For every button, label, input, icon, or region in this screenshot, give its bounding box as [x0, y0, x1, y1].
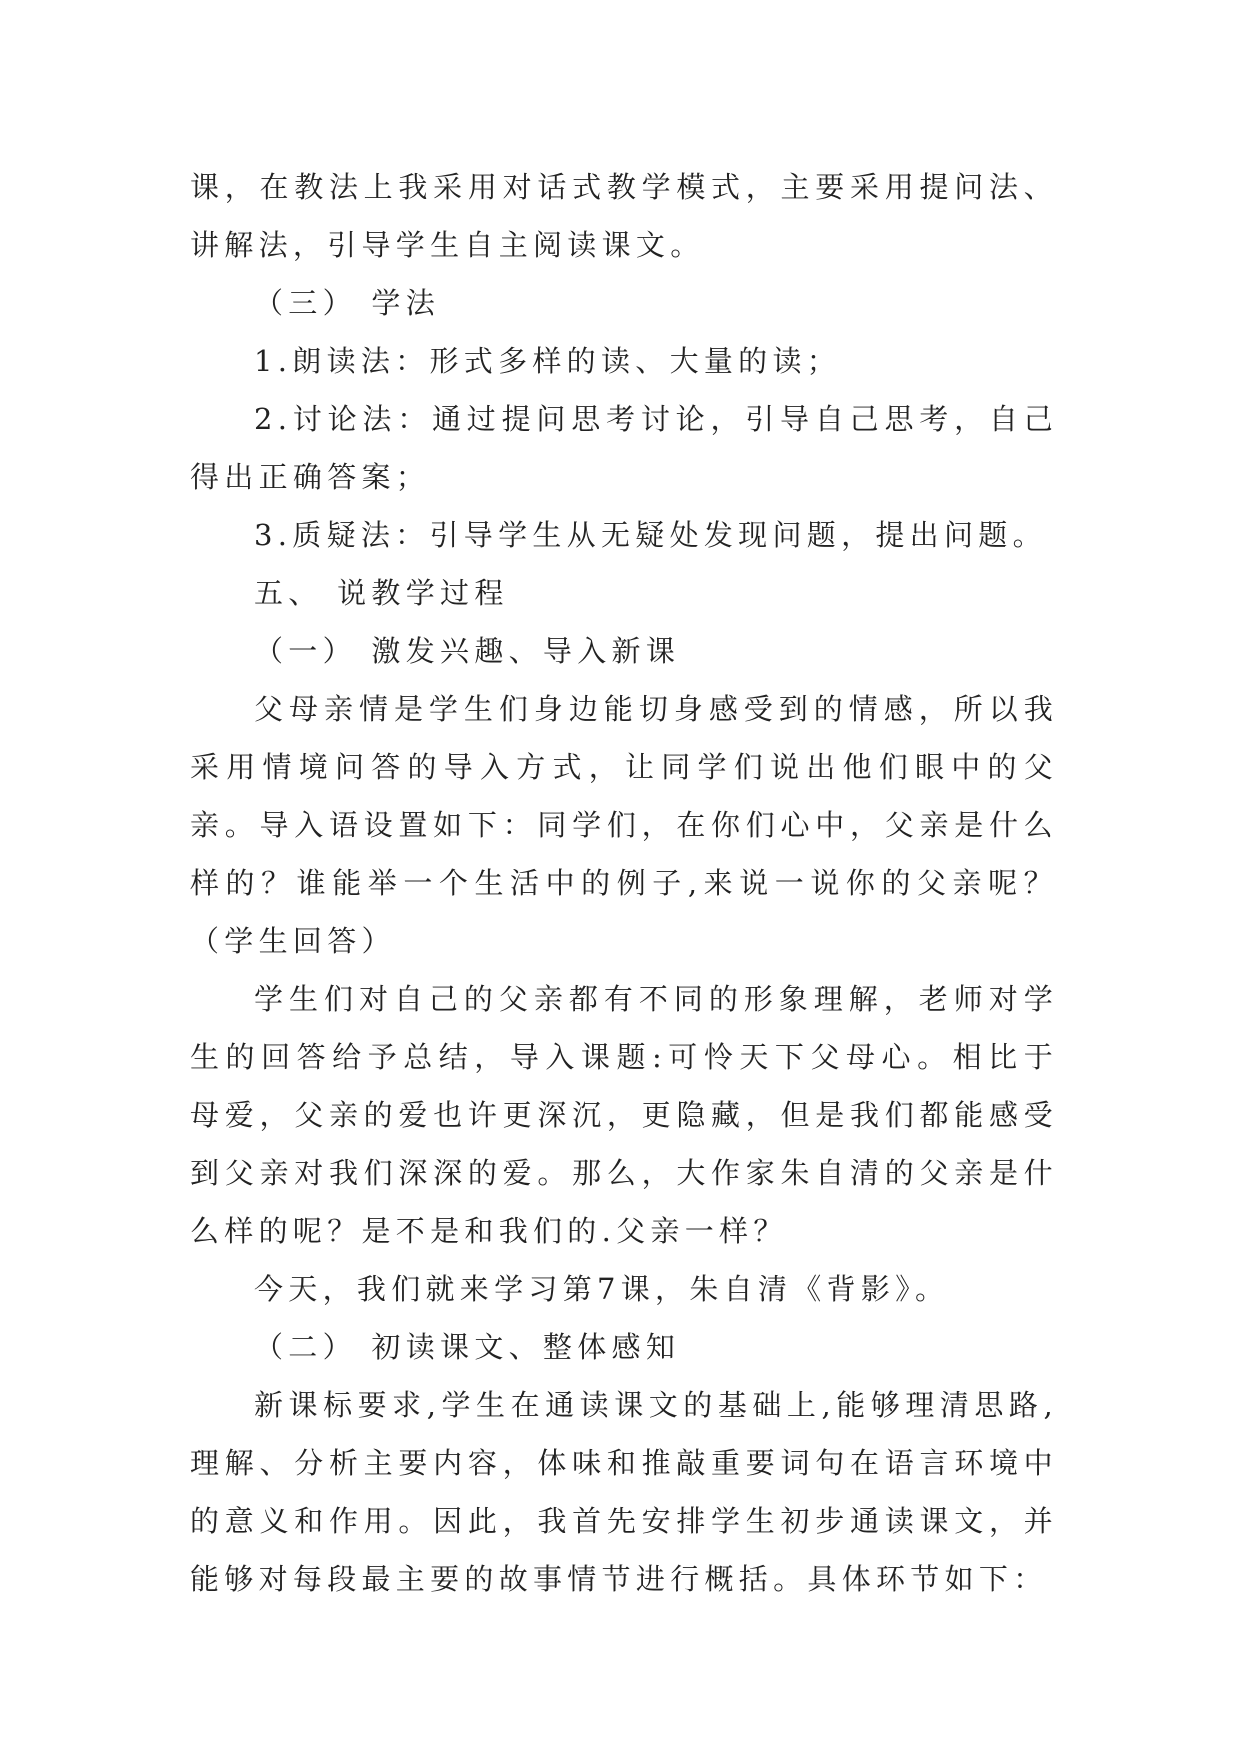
list-item-discussion-method: 2.讨论法：通过提问思考讨论，引导自己思考，自己得出正确答案；: [190, 402, 1058, 494]
section-heading-teaching-process: 五、 说教学过程: [254, 576, 509, 610]
subsection-heading-first-reading: （二） 初读课文、整体感知: [254, 1330, 681, 1364]
paragraph-lesson-title: 今天，我们就来学习第7课，朱自清《背影》。: [254, 1272, 950, 1306]
paragraph-introduction-method: 父母亲情是学生们身边能切身感受到的情感，所以我采用情境问答的导入方式，让同学们说出他们眼中的父亲。导入语设置如下：同学们，在你们心中，父亲是什么样的？谁能举一个生活中的例子,来说一说你的父亲呢？（学生回答）: [190, 692, 1058, 958]
section-heading-learning-methods: （三） 学法: [254, 286, 441, 320]
list-item-questioning-method: 3.质疑法：引导学生从无疑处发现问题，提出问题。: [254, 518, 1047, 552]
paragraph-first-reading-requirements: 新课标要求,学生在通读课文的基础上,能够理清思路,理解、分析主要内容，体味和推敲重要词句在语言环境中的意义和作用。因此，我首先安排学生初步通读课文，并能够对每段最主要的故事情节进行概括。具体环节如下：: [190, 1388, 1058, 1596]
paragraph-teaching-method-continued: 课，在教法上我采用对话式教学模式，主要采用提问法、讲解法，引导学生自主阅读课文。: [190, 170, 1058, 262]
paragraph-introduction-summary: 学生们对自己的父亲都有不同的形象理解，老师对学生的回答给予总结，导入课题:可怜天下父母心。相比于母爱，父亲的爱也许更深沉，更隐藏，但是我们都能感受到父亲对我们深深的爱。那么，大作家朱自清的父亲是什么样的呢？是不是和我们的.父亲一样？: [190, 982, 1058, 1248]
list-item-reading-method: 1.朗读法：形式多样的读、大量的读；: [254, 344, 842, 378]
subsection-heading-introduction: （一） 激发兴趣、导入新课: [254, 634, 681, 668]
document-body: [190, 158, 1058, 1608]
